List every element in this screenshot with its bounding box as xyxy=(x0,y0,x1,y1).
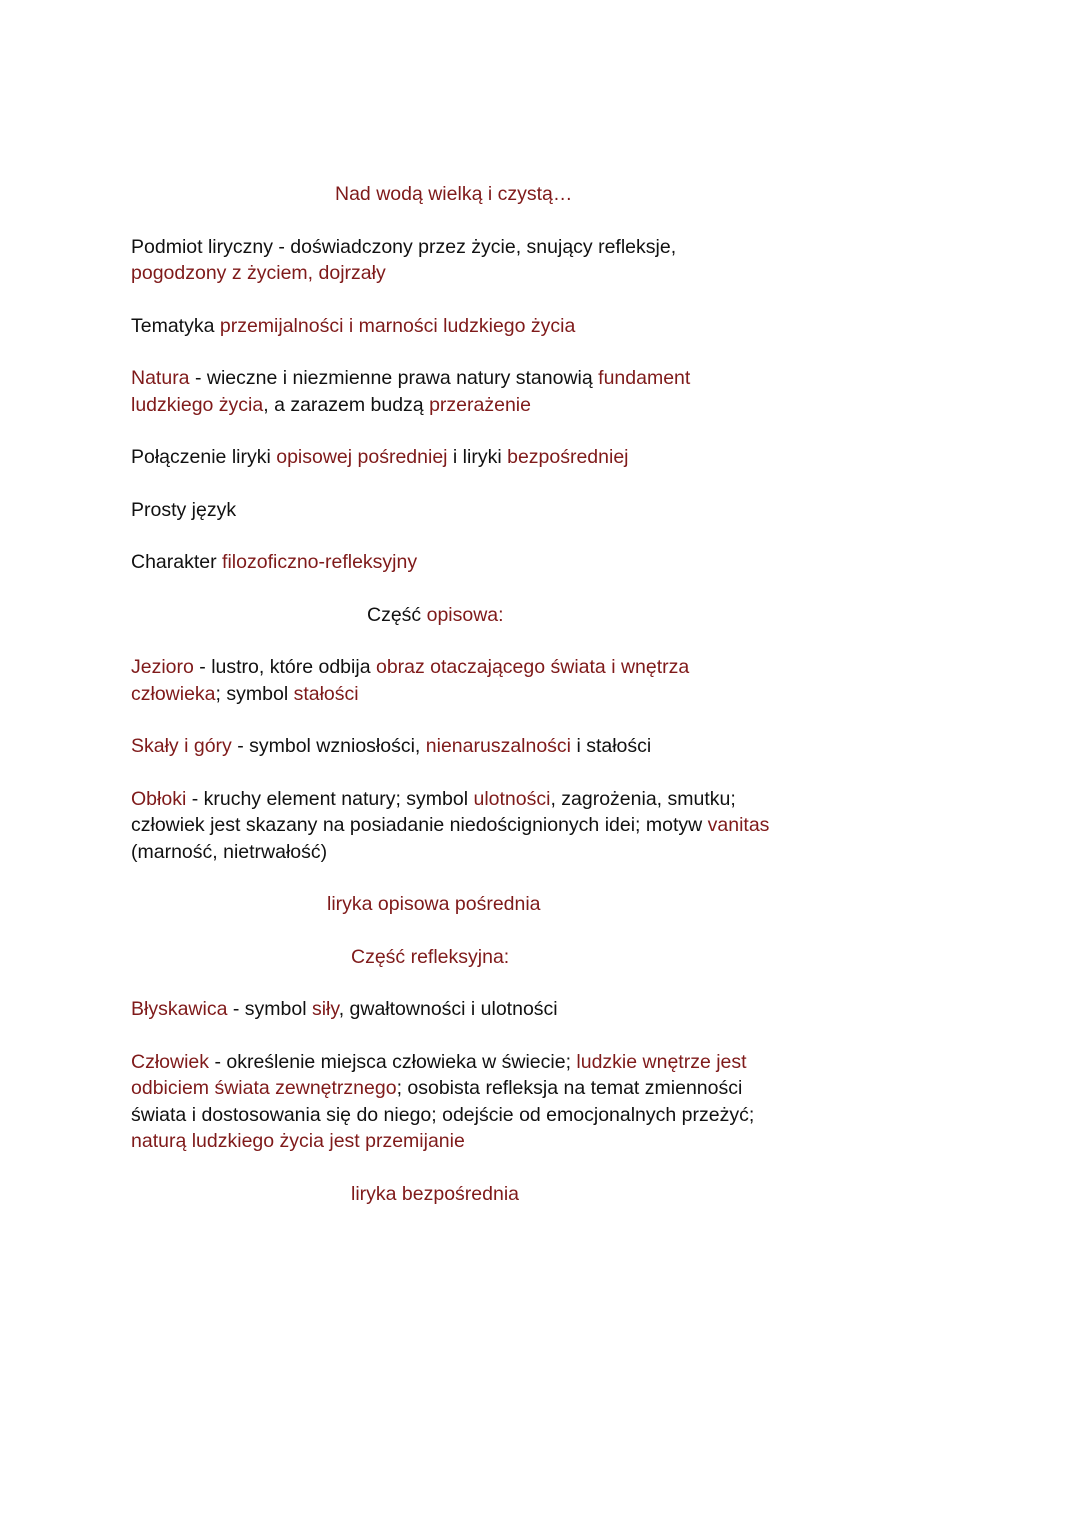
highlighted-text: przemijalności i marności ludzkiego życia xyxy=(219,314,576,337)
highlighted-text: stałości xyxy=(293,682,359,705)
text-run: ; osobista refleksja na temat zmienności xyxy=(396,1077,743,1099)
paragraph-jezyk xyxy=(131,497,821,524)
paragraph-tematyka xyxy=(131,313,821,340)
highlighted-text: opisowa: xyxy=(426,603,504,626)
highlighted-text: przerażenie xyxy=(429,393,531,416)
highlighted-text: bezpośredniej xyxy=(507,446,629,468)
label-liryka-bezposrednia xyxy=(351,1181,1041,1208)
text-run: - określenie miejsca człowieka w świecie; xyxy=(209,1050,577,1073)
highlighted-text: Jezioro xyxy=(131,656,194,678)
paragraph-natura xyxy=(131,365,821,418)
highlighted-text: ulotności xyxy=(473,787,551,810)
text-run: i stałości xyxy=(571,735,652,757)
text-run: ; symbol xyxy=(215,682,294,705)
highlighted-text: nienaruszalności xyxy=(425,735,572,757)
highlighted-text: liryka opisowa pośrednia xyxy=(327,893,541,915)
document-title xyxy=(335,181,1025,208)
text-run: - lustro, które odbija xyxy=(193,656,376,678)
paragraph-czlowiek xyxy=(131,1049,821,1155)
highlighted-text: fundament xyxy=(598,367,691,389)
text-run: Połączenie liryki xyxy=(131,446,277,468)
text-run: Podmiot liryczny - doświadczony przez życie, snujący refleksje, xyxy=(131,235,677,258)
text-run: - wieczne i niezmienne prawa natury stanowią xyxy=(189,367,599,389)
highlighted-text: Część refleksyjna: xyxy=(351,945,510,968)
highlighted-text: ludzkiego życia xyxy=(131,393,264,416)
label-liryka-opisowa xyxy=(327,891,1017,918)
text-run: Część xyxy=(367,603,427,626)
text-run: i liryki xyxy=(447,446,508,468)
text-run: , gwałtowności i ulotności xyxy=(338,998,558,1020)
section-heading-refleksyjna xyxy=(351,944,1041,971)
text-run: świata i dostosowania się do niego; odejście od emocjonalnych przeżyć; xyxy=(131,1103,755,1126)
text-run: - symbol xyxy=(227,998,312,1020)
highlighted-text: Obłoki xyxy=(131,787,187,810)
highlighted-text: człowieka xyxy=(131,682,216,705)
highlighted-text: Skały i góry xyxy=(131,735,232,757)
highlighted-text: odbiciem świata zewnętrznego xyxy=(131,1077,397,1099)
highlighted-text: naturą ludzkiego życia jest przemijanie xyxy=(131,1130,465,1152)
highlighted-text: filozoficzno-refleksyjny xyxy=(222,551,418,573)
highlighted-text: Nad wodą wielką i czystą… xyxy=(335,183,573,205)
text-run: (marność, nietrwałość) xyxy=(131,840,328,863)
paragraph-jezioro xyxy=(131,654,821,707)
paragraph-charakter xyxy=(131,549,821,576)
text-run: , zagrożenia, smutku; xyxy=(550,787,736,810)
highlighted-text: pogodzony z życiem, dojrzały xyxy=(131,262,386,284)
text-run: człowiek jest skazany na posiadanie niedoścignionych idei; motyw xyxy=(131,814,708,836)
highlighted-text: opisowej pośredniej xyxy=(276,446,448,468)
highlighted-text: vanitas xyxy=(707,814,770,836)
text-run: - symbol wzniosłości, xyxy=(231,735,426,757)
highlighted-text: Człowiek xyxy=(131,1050,210,1073)
paragraph-podmiot xyxy=(131,234,821,287)
highlighted-text: obraz otaczającego świata i wnętrza xyxy=(375,656,690,678)
highlighted-text: liryka bezpośrednia xyxy=(351,1182,520,1205)
document-body xyxy=(131,181,821,1233)
section-heading-opisowa xyxy=(367,602,1057,629)
text-run: - kruchy element natury; symbol xyxy=(186,787,474,810)
highlighted-text: Natura xyxy=(131,367,190,389)
text-run: Tematyka xyxy=(131,314,220,337)
paragraph-skaly xyxy=(131,733,821,760)
paragraph-obloki xyxy=(131,786,821,866)
text-run: Prosty język xyxy=(131,498,237,521)
paragraph-blyskawica xyxy=(131,996,821,1023)
highlighted-text: Błyskawica xyxy=(131,998,228,1020)
paragraph-polaczenie xyxy=(131,444,821,471)
text-run: Charakter xyxy=(131,551,223,573)
highlighted-text: ludzkie wnętrze jest xyxy=(576,1050,747,1073)
text-run: , a zarazem budzą xyxy=(263,393,430,416)
highlighted-text: siły xyxy=(311,998,339,1020)
